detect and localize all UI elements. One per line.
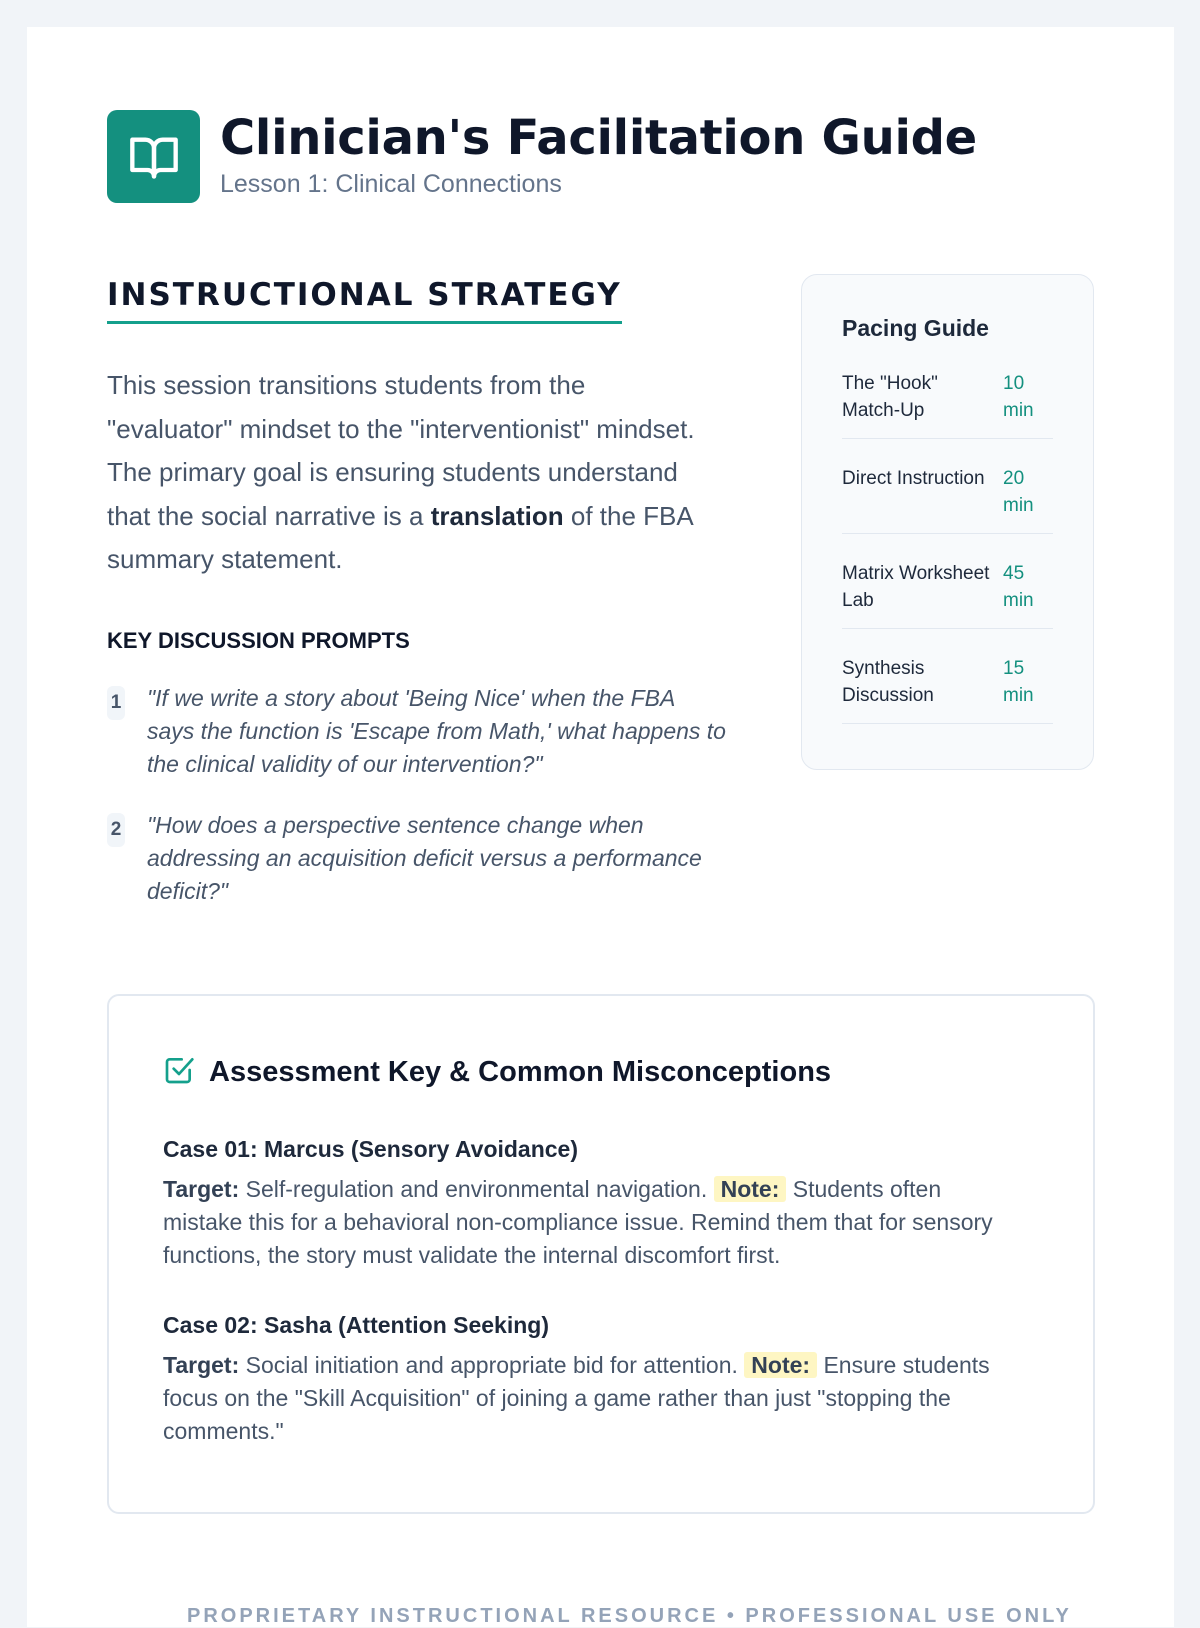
intro-emphasis: translation [430,500,564,531]
case-title: Case 02: Sasha (Attention Seeking) [163,1312,549,1338]
assessment-title: Assessment Key & Common Misconceptions [209,1055,832,1088]
book-icon [107,110,200,203]
page-header [107,110,977,203]
pacing-guide-card [801,274,1094,770]
pacing-row [842,647,1053,724]
page-title: Clinician's Facilitation Guide [220,110,977,166]
pacing-duration: 45 min [1003,563,1034,611]
case-description [163,1349,1023,1448]
pacing-row [842,457,1053,534]
pacing-row [842,362,1053,439]
instructional-strategy-section [107,277,747,908]
assessment-key-card [107,994,1095,1514]
case-item [163,1136,1039,1272]
page-subtitle: Lesson 1: Clinical Connections [220,170,562,198]
pacing-duration: 20 min [1003,468,1034,516]
intro-text-start: This session transitions students from the "evaluator" mindset to the "interventionist" mindset. The primary goal is ensuring students understand that the social narrative is a [107,370,695,531]
target-label: Target: [163,1352,240,1378]
footer-text: PROPRIETARY INSTRUCTIONAL RESOURCE • PROFESSIONAL USE ONLY [187,1605,1072,1627]
note-text: Students often mistake this for a behavioral non-compliance issue. Remind them that for sensory functions, the story must validate the internal discomfort first. [163,1176,993,1268]
prompt-number: 2 [107,813,125,847]
prompt-text: "How does a perspective sentence change when addressing an acquisition deficit versus a performance deficit?" [147,811,702,904]
pacing-activity: Matrix Worksheet Lab [842,563,990,611]
assessment-header [163,1054,1039,1090]
prompt-item [107,809,747,908]
intro-text-end: of the FBA summary statement. [107,500,693,574]
case-description [163,1173,1023,1272]
target-label: Target: [163,1176,240,1202]
pacing-row [842,552,1053,629]
prompt-text: "If we write a story about 'Being Nice' when the FBA says the function is 'Escape from Math,' what happens to the clinical validity of our intervention?" [147,684,726,777]
guide-page [27,27,1174,1627]
case-item [163,1312,1039,1448]
pacing-activity: The "Hook" Match-Up [842,373,938,421]
pacing-duration: 15 min [1003,658,1034,706]
prompt-item [107,682,747,781]
pacing-activity: Direct Instruction [842,468,985,489]
note-text: Ensure students focus on the "Skill Acquisition" of joining a game rather than just "stopping the comments." [163,1352,990,1444]
target-text: Social initiation and appropriate bid for attention. [239,1352,745,1378]
section-title: INSTRUCTIONAL STRATEGY [107,277,622,324]
pacing-duration: 10 min [1003,373,1034,421]
case-title: Case 01: Marcus (Sensory Avoidance) [163,1136,579,1162]
checkbox-icon [163,1054,195,1090]
pacing-title: Pacing Guide [842,315,989,341]
note-label: Note: [714,1176,787,1202]
prompt-number: 1 [107,686,125,720]
note-label: Note: [744,1352,817,1378]
strategy-intro [107,364,707,582]
target-text: Self-regulation and environmental navigation. [239,1176,714,1202]
pacing-activity: Synthesis Discussion [842,658,934,706]
prompts-heading: KEY DISCUSSION PROMPTS [107,627,410,653]
